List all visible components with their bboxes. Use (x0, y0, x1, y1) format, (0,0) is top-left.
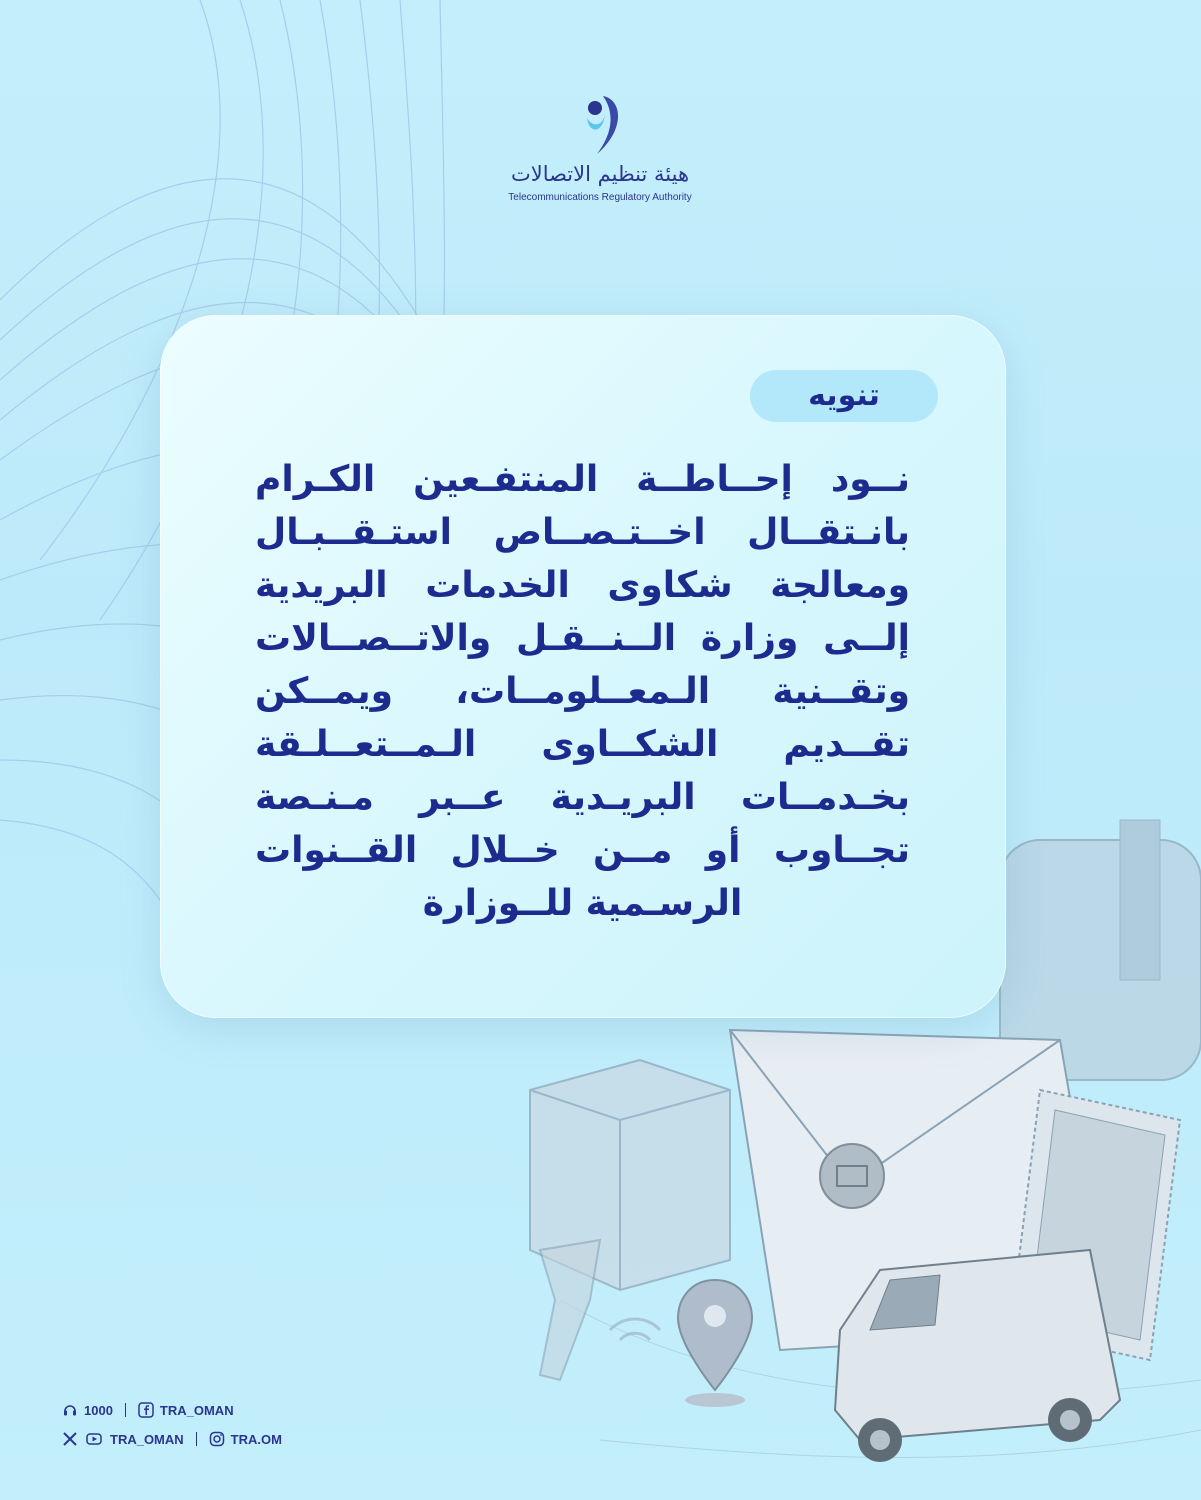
notice-badge: تنويه (750, 370, 938, 422)
notice-line: إلــى وزارة الــنــقـل والاتــصــالات (255, 618, 910, 659)
notice-line: نــود إحــاطــة المنتفـعين الكـرام (255, 459, 910, 500)
barcode-scanner-illustration (540, 1240, 600, 1380)
x-icon[interactable] (62, 1431, 78, 1447)
divider (125, 1403, 126, 1417)
logo-mark-icon (575, 90, 625, 160)
youtube-handle[interactable]: TRA_OMAN (110, 1431, 184, 1447)
notice-line: تجــاوب أو مــن خــلال القــنوات (255, 830, 910, 871)
footer-row-1 (62, 1402, 234, 1418)
headset-icon (62, 1402, 78, 1418)
divider (196, 1432, 197, 1446)
notice-card (160, 315, 1006, 1018)
location-pin-icon (678, 1280, 752, 1407)
instagram-icon[interactable] (209, 1431, 225, 1447)
tra-logo (480, 90, 720, 210)
logo-arabic-name: هيئة تنظيم الاتصالات (510, 162, 690, 186)
delivery-van-illustration (835, 1250, 1120, 1462)
notice-line: بخـدمــات البريـدية عــبر مـنـصة (255, 777, 910, 818)
notice-line: الرسـمية للــوزارة (422, 883, 743, 924)
facebook-icon[interactable] (138, 1402, 154, 1418)
logo-english-name: Telecommunications Regulatory Authority (508, 192, 692, 203)
notice-line: ومعالجة شكاوى الخدمات البريدية (255, 565, 910, 606)
social-footer (62, 1400, 322, 1460)
hotline-number[interactable]: 1000 (84, 1402, 113, 1418)
facebook-handle[interactable]: TRA_OMAN (159, 1402, 234, 1418)
notice-body (255, 453, 910, 930)
footer-row-2 (62, 1431, 282, 1447)
youtube-icon[interactable] (84, 1431, 104, 1447)
notice-line: بانـتقــال اخــتـصــاص استـقــبـال (255, 512, 910, 553)
notice-line: تقــديم الشكــاوى الـمــتعــلـقة (255, 724, 910, 765)
notice-line: وتقــنية الـمعــلومــات، ويمــكن (255, 671, 910, 712)
instagram-handle[interactable]: TRA.OM (230, 1431, 282, 1447)
